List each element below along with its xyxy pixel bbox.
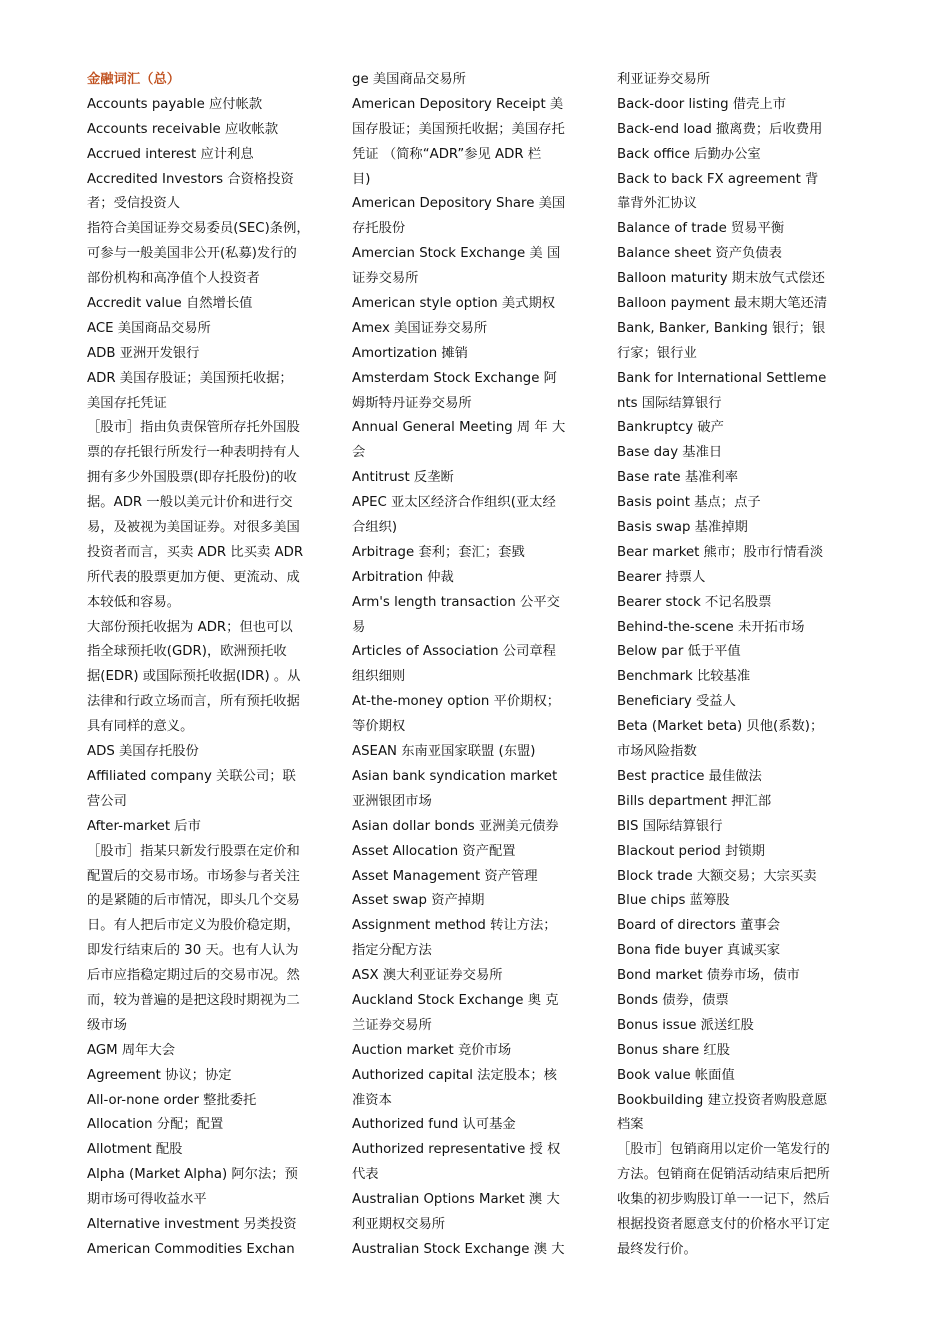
glossary-line: 所代表的股票更加方便、更流动、成	[87, 569, 300, 585]
glossary-line: 最终发行价。	[617, 1241, 697, 1257]
glossary-line: All-or-none order 整批委托	[87, 1092, 257, 1108]
glossary-line: American Commodities Exchan	[87, 1241, 295, 1257]
glossary-line: Accredited Investors 合资格投资	[87, 171, 294, 187]
glossary-line: 营公司	[87, 793, 127, 809]
glossary-line: Asian dollar bonds 亚洲美元债券	[352, 818, 559, 834]
glossary-line: Best practice 最佳做法	[617, 768, 762, 784]
glossary-line: At-the-money option 平价期权；	[352, 694, 561, 710]
glossary-line: Arbitration 仲裁	[352, 569, 454, 585]
glossary-line: 法律和行政立场而言，所有预托收据	[87, 694, 300, 710]
glossary-line: Amsterdam Stock Exchange 阿	[352, 370, 557, 386]
glossary-line: Allocation 分配；配置	[87, 1117, 224, 1133]
glossary-line: 组织细则	[352, 669, 406, 685]
glossary-line: 据。ADR 一般以美元计价和进行交	[87, 495, 293, 511]
glossary-line: 美国存托凭证	[87, 395, 167, 411]
glossary-line: 具有同样的意义。	[87, 719, 194, 735]
glossary-line: Auckland Stock Exchange 奥 克	[352, 992, 559, 1008]
glossary-line: nts 国际结算银行	[617, 395, 722, 411]
glossary-line: ASEAN 东南亚国家联盟 (东盟)	[352, 744, 536, 760]
glossary-line: American Depository Receipt 美	[352, 96, 564, 112]
glossary-line: Balloon payment 最末期大笔还清	[617, 296, 828, 312]
glossary-line: Antitrust 反垄断	[352, 470, 454, 486]
glossary-line: Basis swap 基准掉期	[617, 520, 748, 536]
glossary-line: 后市应指稳定期过后的交易市况。然	[87, 968, 300, 984]
glossary-line: 投资者而言，买卖 ADR 比买卖 ADR	[87, 544, 304, 560]
glossary-line: ［股市］指由负责保管所存托外国股	[87, 420, 300, 436]
glossary-line: APEC 亚太区经济合作组织(亚太经	[352, 495, 556, 511]
glossary-line: Beneficiary 受益人	[617, 694, 736, 710]
glossary-line: Bills department 押汇部	[617, 793, 772, 809]
glossary-line: 代表	[352, 1167, 379, 1183]
glossary-line: 期市场可得收益水平	[87, 1192, 207, 1208]
glossary-line: Affiliated company 关联公司；联	[87, 768, 296, 784]
glossary-line: 靠背外汇协议	[617, 196, 697, 212]
glossary-line: 可参与一般美国非公开(私募)发行的	[87, 246, 297, 262]
glossary-line: Articles of Association 公司章程	[352, 644, 556, 660]
glossary-line: Annual General Meeting 周 年 大	[352, 420, 566, 436]
glossary-line: Bona fide buyer 真诚买家	[617, 943, 781, 959]
glossary-line: Bonus issue 派送红股	[617, 1017, 754, 1033]
glossary-line: 的是紧随的后市情况，即头几个交易	[87, 893, 300, 909]
glossary-line: Bookbuilding 建立投资者购股意愿	[617, 1092, 828, 1108]
glossary-line: Asset swap 资产掉期	[352, 893, 485, 909]
glossary-line: 指定分配方法	[352, 943, 432, 959]
glossary-line: Block trade 大额交易；大宗买卖	[617, 868, 817, 884]
glossary-line: Beta (Market beta) 贝他(系数)；	[617, 719, 824, 735]
glossary-line: Bear market 熊市；股市行情看淡	[617, 544, 824, 560]
glossary-line: Base rate 基准利率	[617, 470, 739, 486]
glossary-line: AGM 周年大会	[87, 1042, 176, 1058]
glossary-line: 准资本	[352, 1092, 392, 1108]
glossary-line: Amortization 摊销	[352, 345, 468, 361]
glossary-line: American Depository Share 美国	[352, 196, 566, 212]
column-1	[87, 68, 325, 1263]
glossary-line: 利亚证券交易所	[617, 72, 711, 87]
glossary-line: 档案	[617, 1117, 644, 1133]
glossary-line: 收集的初步购股订单一一记下，然后	[617, 1192, 830, 1208]
glossary-line: Arm's length transaction 公平交	[352, 594, 560, 610]
glossary-line: 会	[352, 445, 366, 461]
glossary-line: Back office 后勤办公室	[617, 146, 761, 162]
glossary-line: 部份机构和高净值个人投资者	[87, 271, 260, 287]
glossary-line: Accrued interest 应计利息	[87, 146, 254, 162]
glossary-line: 据(EDR) 或国际预托收据(IDR) 。从	[87, 669, 301, 685]
glossary-line: Assignment method 转让方法；	[352, 918, 557, 934]
glossary-line: ［股市］指某只新发行股票在定价和	[87, 843, 300, 859]
glossary-line: Board of directors 董事会	[617, 918, 781, 934]
glossary-line: Accredit value 自然增长值	[87, 296, 253, 312]
glossary-line: Auction market 竞价市场	[352, 1042, 512, 1058]
glossary-line: Asset Allocation 资产配置	[352, 843, 516, 859]
column-3	[617, 68, 855, 1263]
glossary-line: 国存股证；美国预托收据；美国存托	[352, 121, 565, 137]
glossary-line: Authorized representative 授 权	[352, 1142, 561, 1158]
glossary-line: 者；受信投资人	[87, 196, 181, 212]
glossary-line: 而，较为普遍的是把这段时期视为二	[87, 992, 300, 1008]
glossary-line: Alpha (Market Alpha) 阿尔法；预	[87, 1167, 298, 1183]
glossary-line: Bearer 持票人	[617, 569, 706, 585]
glossary-line: Authorized capital 法定股本；核	[352, 1067, 557, 1083]
column-2	[352, 68, 588, 1263]
glossary-line: Amex 美国证券交易所	[352, 320, 488, 336]
glossary-line: Balance of trade 贸易平衡	[617, 221, 785, 237]
glossary-line: Bearer stock 不记名股票	[617, 594, 772, 610]
glossary-line: Bank for International Settleme	[617, 370, 827, 386]
glossary-line: 级市场	[87, 1017, 127, 1033]
glossary-line: 利亚期权交易所	[352, 1216, 446, 1232]
glossary-line: Blue chips 蓝筹股	[617, 893, 730, 909]
glossary-line: Back-end load 撤离费；后收费用	[617, 121, 823, 137]
glossary-line: 拥有多少外国股票(即存托股份)的收	[87, 470, 297, 486]
glossary-line: 证券交易所	[352, 271, 419, 287]
glossary-line: Bonds 债券，债票	[617, 992, 729, 1008]
glossary-line: Behind-the-scene 未开拓市场	[617, 619, 805, 635]
glossary-line: 日。有人把后市定义为股价稳定期，	[87, 918, 300, 934]
glossary-line: ADR 美国存股证；美国预托收据；	[87, 370, 293, 386]
glossary-line: Asset Management 资产管理	[352, 868, 538, 884]
glossary-line: Bankruptcy 破产	[617, 420, 724, 436]
glossary-line: 票的存托银行所发行一种表明持有人	[87, 445, 300, 461]
glossary-line: 存托股份	[352, 221, 406, 237]
glossary-line: Asian bank syndication market	[352, 768, 558, 784]
glossary-line: ADS 美国存托股份	[87, 744, 199, 760]
glossary-line: 指全球预托收(GDR)，欧洲预托收	[87, 644, 287, 660]
glossary-line: 行家；银行业	[617, 345, 697, 361]
glossary-line: Australian Options Market 澳 大	[352, 1192, 560, 1208]
glossary-line: American style option 美式期权	[352, 296, 556, 312]
page-title: 金融词汇（总）	[87, 72, 181, 87]
glossary-line: 易	[352, 619, 366, 635]
glossary-line: 合组织)	[352, 520, 398, 536]
glossary-line: Basis point 基点；点子	[617, 495, 761, 511]
glossary-line: ADB 亚洲开发银行	[87, 345, 200, 361]
glossary-line: ［股市］包销商用以定价一笔发行的	[617, 1142, 830, 1158]
glossary-line: Allotment 配股	[87, 1142, 183, 1158]
glossary-line: Authorized fund 认可基金	[352, 1117, 516, 1133]
glossary-line: Back-door listing 借壳上市	[617, 96, 786, 112]
glossary-line: Arbitrage 套利；套汇；套戥	[352, 544, 525, 560]
glossary-line: Blackout period 封锁期	[617, 843, 765, 859]
glossary-line: Below par 低于平值	[617, 644, 741, 660]
glossary-line: 即发行结束后的 30 天。也有人认为	[87, 943, 299, 959]
glossary-line: 等价期权	[352, 719, 406, 735]
glossary-line: 本较低和容易。	[87, 594, 181, 610]
glossary-line: 凭证 （简称“ADR”参见 ADR 栏	[352, 146, 542, 162]
glossary-line: Balloon maturity 期末放气式偿还	[617, 271, 825, 287]
glossary-line: Base day 基准日	[617, 445, 723, 461]
glossary-line: 市场风险指数	[617, 744, 697, 760]
glossary-line: Bonus share 红股	[617, 1042, 730, 1058]
glossary-line: After-market 后市	[87, 818, 201, 834]
glossary-line: 指符合美国证券交易委员(SEC)条例，	[87, 221, 310, 237]
glossary-line: 方法。包销商在促销活动结束后把所	[617, 1167, 830, 1183]
glossary-line: Benchmark 比较基准	[617, 669, 751, 685]
glossary-line: Accounts receivable 应收帐款	[87, 121, 279, 137]
glossary-line: 配置后的交易市场。市场参与者关注	[87, 868, 300, 884]
glossary-line: 易，及被视为美国证券。对很多美国	[87, 520, 300, 536]
glossary-line: Bond market 债券市场，债市	[617, 968, 800, 984]
glossary-line: Book value 帐面值	[617, 1067, 735, 1083]
glossary-line: 根据投资者愿意支付的价格水平订定	[617, 1216, 830, 1232]
glossary-line: Back to back FX agreement 背	[617, 171, 819, 187]
glossary-line: Amercian Stock Exchange 美 国	[352, 246, 561, 262]
glossary-line: BIS 国际结算银行	[617, 818, 723, 834]
glossary-line: ge 美国商品交易所	[352, 72, 466, 87]
glossary-line: 亚洲银团市场	[352, 793, 432, 809]
glossary-line: ASX 澳大利亚证券交易所	[352, 968, 503, 984]
glossary-line: 姆斯特丹证券交易所	[352, 395, 472, 411]
glossary-line: Alternative investment 另类投资	[87, 1216, 297, 1232]
glossary-line: Accounts payable 应付帐款	[87, 96, 263, 112]
glossary-line: Agreement 协议；协定	[87, 1067, 232, 1083]
glossary-line: Balance sheet 资产负债表	[617, 246, 782, 262]
glossary-line: Australian Stock Exchange 澳 大	[352, 1241, 565, 1257]
glossary-line: ACE 美国商品交易所	[87, 320, 211, 336]
glossary-line: 兰证券交易所	[352, 1017, 432, 1033]
glossary-line: 目)	[352, 171, 371, 187]
glossary-line: Bank, Banker, Banking 银行；银	[617, 320, 826, 336]
glossary-line: 大部份预托收据为 ADR；但也可以	[87, 619, 293, 635]
